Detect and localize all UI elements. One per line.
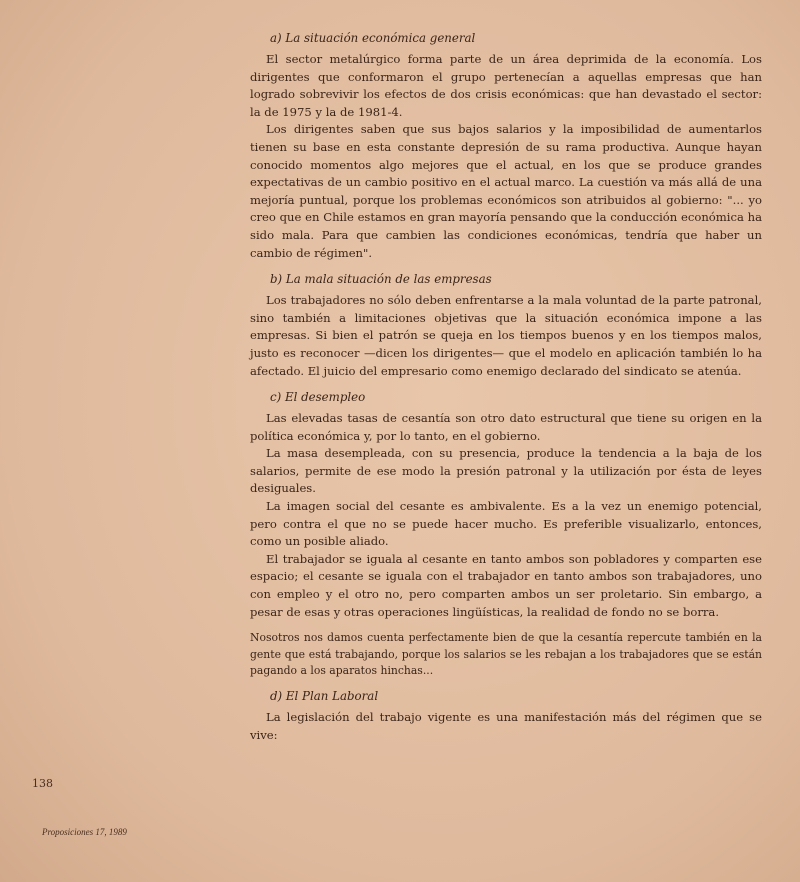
section-heading-b: b) La mala situación de las empresas [270,272,492,287]
paragraph: Los dirigentes saben que sus bajos salarios y la imposibilidad de aumentarlos tienen su base en esta constante depresión de su rama productiva. Aunque hayan conocido momentos algo mejores que el actual, en los que se produce grandes expectativas de un cambio positivo en el actual marco. La cuestión va más allá de una mejoría puntual, porque los problemas económicos son atribuidos al gobierno: "... yo creo que en Chile estamos en gran mayoría pensando que la conducción económica ha sido mala. Para que cambien las condiciones económicas, tendría que haber un cambio de régimen". [250,122,762,260]
paragraph: La legislación del trabajo vigente es una manifestación más del régimen que se vive: [250,710,762,743]
paragraph: La masa desempleada, con su presencia, produce la tendencia a la baja de los salarios, permite de ese modo la presión patronal y la utilización por ésta de leyes desiguales. [250,446,762,496]
section-heading-c: c) El desempleo [270,390,366,405]
section-heading-a: a) La situación económica general [270,31,476,45]
paragraph: Las elevadas tasas de cesantía son otro dato estructural que tiene su origen en la política económica y, por lo tanto, en el gobierno. [250,411,762,443]
text-column [250,30,762,745]
journal-footer: Proposiciones 17, 1989 [42,827,127,837]
section-heading-d: d) El Plan Laboral [270,689,379,704]
paragraph: La imagen social del cesante es ambivalente. Es a la vez un enemigo potencial, pero contra el que no se puede hacer mucho. Es preferible visualizarlo, entonces, como un posible aliado. [250,499,762,549]
paragraph: El sector metalúrgico forma parte de un área deprimida de la economía. Los dirigentes que conformaron el grupo pertenecían a aquellas empresas que han logrado sobrevivir los efectos de dos crisis económicas: que han devastado el sector: la de 1975 y la de 1981-4. [250,52,762,119]
paragraph: El trabajador se iguala al cesante en tanto ambos son pobladores y comparten ese espacio; el cesante se iguala con el trabajador en tanto ambos son trabajadores, uno con empleo y el otro no, pero comparten ambos un ser proletario. Sin embargo, a pesar de esas y otras operaciones lingüísticas, la realidad de fondo no se borra. [250,551,762,619]
page-number: 138 [32,777,53,790]
block-quote: Nosotros nos damos cuenta perfectamente bien de que la cesantía repercute también en la gente que está trabajando, porque los salarios se les rebajan a los trabajadores que se están pagando a los aparatos hinchas... [250,631,762,678]
paragraph: Los trabajadores no sólo deben enfrentarse a la mala voluntad de la parte patronal, sino también a limitaciones objetivas que la situación económica impone a las empresas. Si bien el patrón se queja en los tiempos buenos y en los tiempos malos, justo es reconocer —dicen los dirigentes— que el modelo en aplicación también lo ha afectado. El juicio del empresario como enemigo declarado del sindicato se atenúa. [250,293,762,378]
